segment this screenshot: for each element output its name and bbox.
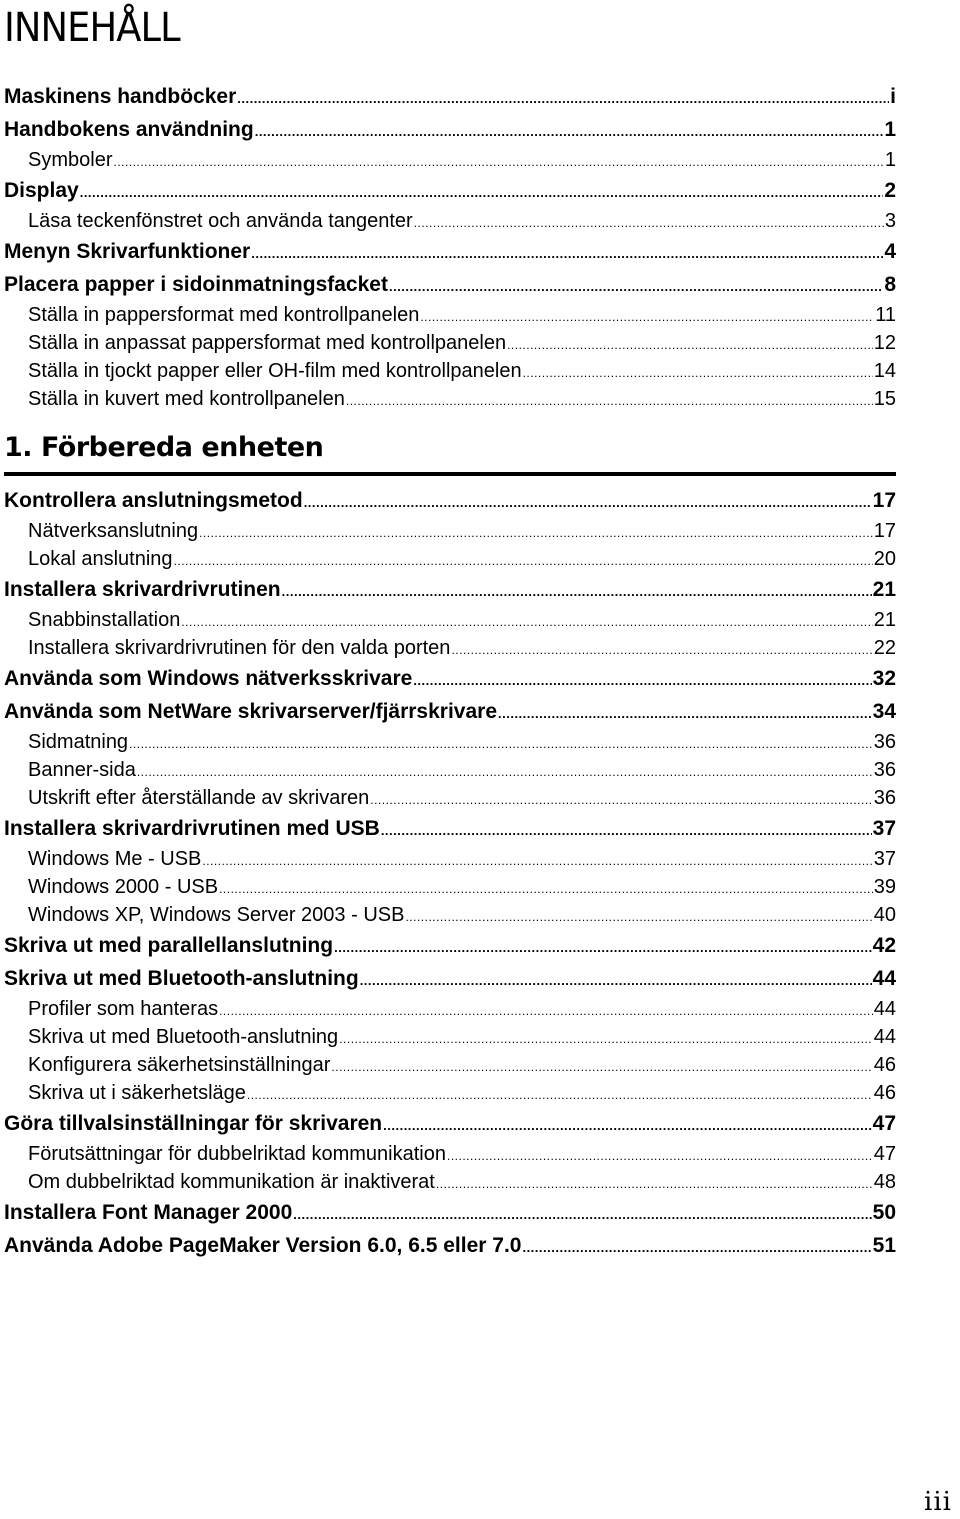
toc-entry-label: Skriva ut med Bluetooth-anslutning xyxy=(4,967,359,990)
dot-leader xyxy=(181,608,872,636)
toc-entry-section[interactable] xyxy=(4,962,896,995)
toc-entry-subsection[interactable] xyxy=(4,329,896,357)
toc-entry-subsection[interactable] xyxy=(4,1051,896,1079)
toc-entry-subsection[interactable] xyxy=(4,385,896,413)
toc-entry-label: Maskinens handböcker xyxy=(4,85,237,108)
dot-leader xyxy=(247,1081,873,1109)
toc-entry-subsection[interactable] xyxy=(4,995,896,1023)
dot-leader xyxy=(339,1025,873,1053)
toc-entry-page-number: 47 xyxy=(873,1143,896,1165)
dot-leader xyxy=(251,237,883,270)
dot-leader xyxy=(447,1142,873,1170)
toc-entry-section[interactable] xyxy=(4,573,896,606)
toc-entry-page-number: 37 xyxy=(873,848,896,870)
toc-entry-section[interactable] xyxy=(4,235,896,268)
toc-entry-subsection[interactable] xyxy=(4,784,896,812)
toc-entry-subsection[interactable] xyxy=(4,301,896,329)
toc-entry-page-number: 17 xyxy=(872,489,896,512)
toc-entry-page-number: 48 xyxy=(873,1171,896,1193)
dot-leader xyxy=(420,303,874,331)
toc-entry-page-number: 34 xyxy=(872,700,896,723)
toc-entry-page-number: 15 xyxy=(873,388,896,410)
toc-entry-page-number: 47 xyxy=(872,1112,896,1135)
toc-entry-label: Skriva ut med parallellanslutning xyxy=(4,934,334,957)
toc-entry-subsection[interactable] xyxy=(4,207,896,235)
toc-entry-subsection[interactable] xyxy=(4,901,896,929)
dot-leader xyxy=(405,903,872,931)
toc-entry-label: Placera papper i sidoinmatningsfacket xyxy=(4,273,388,296)
dot-leader xyxy=(346,387,873,415)
toc-entry-page-number: 12 xyxy=(873,332,896,354)
toc-entry-label: Profiler som hanteras xyxy=(28,998,219,1020)
toc-entry-page-number: 36 xyxy=(873,731,896,753)
toc-entry-subsection[interactable] xyxy=(4,545,896,573)
toc-entry-page-number: 22 xyxy=(873,637,896,659)
dot-leader xyxy=(129,730,873,758)
toc-entry-section[interactable] xyxy=(4,1107,896,1140)
toc-entry-subsection[interactable] xyxy=(4,1140,896,1168)
toc-entry-page-number: 37 xyxy=(872,817,896,840)
toc-entry-page-number: 1 xyxy=(884,118,896,141)
page-number: iii xyxy=(924,1487,952,1517)
dot-leader xyxy=(383,1109,872,1142)
toc-entry-label: Symboler xyxy=(28,149,113,171)
dot-leader xyxy=(219,997,873,1025)
toc-entry-label: Snabbinstallation xyxy=(28,609,181,631)
chapter-heading: 1. Förbereda enheten xyxy=(4,432,324,463)
dot-leader xyxy=(331,1053,872,1081)
toc-entry-subsection[interactable] xyxy=(4,634,896,662)
toc-entry-page-number: 44 xyxy=(872,967,896,990)
toc-entry-page-number: 44 xyxy=(873,998,896,1020)
toc-entry-page-number: 11 xyxy=(875,304,896,326)
dot-leader xyxy=(199,519,873,547)
dot-leader xyxy=(334,931,872,964)
toc-entry-label: Ställa in anpassat pappersformat med kontrollpanelen xyxy=(28,332,507,354)
dot-leader xyxy=(113,148,883,176)
dot-leader xyxy=(522,1231,871,1264)
toc-entry-label: Använda som Windows nätverksskrivare xyxy=(4,667,413,690)
toc-entry-subsection[interactable] xyxy=(4,146,896,174)
toc-entry-page-number: 40 xyxy=(873,904,896,926)
toc-entry-label: Banner-sida xyxy=(28,759,136,781)
dot-leader xyxy=(523,359,873,387)
toc-entry-label: Nätverksanslutning xyxy=(28,520,199,542)
toc-entry-page-number: 32 xyxy=(872,667,896,690)
toc-entry-section[interactable] xyxy=(4,268,896,301)
toc-entry-subsection[interactable] xyxy=(4,1168,896,1196)
toc-entry-page-number: 46 xyxy=(873,1082,896,1104)
toc-entry-page-number: 1 xyxy=(884,149,896,171)
toc-entry-subsection[interactable] xyxy=(4,606,896,634)
toc-entry-page-number: 50 xyxy=(872,1201,896,1224)
toc-entry-label: Använda som NetWare skrivarserver/fjärrskrivare xyxy=(4,700,497,723)
toc-entry-subsection[interactable] xyxy=(4,357,896,385)
toc-entry-page-number: 3 xyxy=(884,210,896,232)
toc-entry-label: Använda Adobe PageMaker Version 6.0, 6.5 eller 7.0 xyxy=(4,1234,522,1257)
dot-leader xyxy=(498,697,872,730)
toc-entry-label: Kontrollera anslutningsmetod xyxy=(4,489,303,512)
toc-entry-label: Förutsättningar för dubbelriktad kommunikation xyxy=(28,1143,446,1165)
toc-entry-section[interactable] xyxy=(4,1229,896,1262)
toc-entry-page-number: 8 xyxy=(884,273,896,296)
toc-entry-subsection[interactable] xyxy=(4,845,896,873)
toc-entry-page-number: 39 xyxy=(873,876,896,898)
toc-entry-label: Installera skrivardrivrutinen för den valda porten xyxy=(28,637,451,659)
toc-entry-page-number: 21 xyxy=(873,609,896,631)
chapter-toc-list xyxy=(4,484,896,1262)
toc-entry-page-number: 36 xyxy=(873,787,896,809)
toc-entry-page-number: 36 xyxy=(873,759,896,781)
toc-entry-label: Skriva ut med Bluetooth-anslutning xyxy=(28,1026,339,1048)
toc-entry-label: Installera skrivardrivrutinen med USB xyxy=(4,817,380,840)
toc-entry-label: Utskrift efter återställande av skrivaren xyxy=(28,787,370,809)
dot-leader xyxy=(237,82,889,115)
dot-leader xyxy=(413,664,871,697)
toc-entry-page-number: 2 xyxy=(884,179,896,202)
toc-entry-label: Skriva ut i säkerhetsläge xyxy=(28,1082,246,1104)
dot-leader xyxy=(389,270,883,303)
toc-entry-label: Läsa teckenfönstret och använda tangenter xyxy=(28,210,413,232)
toc-entry-subsection[interactable] xyxy=(4,756,896,784)
toc-entry-label: Konfigurera säkerhetsinställningar xyxy=(28,1054,331,1076)
toc-entry-label: Display xyxy=(4,179,79,202)
toc-entry-label: Sidmatning xyxy=(28,731,129,753)
toc-entry-subsection[interactable] xyxy=(4,873,896,901)
dot-leader xyxy=(293,1198,871,1231)
toc-entry-subsection[interactable] xyxy=(4,517,896,545)
toc-entry-section[interactable] xyxy=(4,484,896,517)
chapter-divider xyxy=(4,472,896,476)
toc-entry-section[interactable] xyxy=(4,1196,896,1229)
dot-leader xyxy=(304,486,872,519)
toc-entry-label: Installera skrivardrivrutinen xyxy=(4,578,281,601)
dot-leader xyxy=(414,209,884,237)
toc-entry-page-number: 17 xyxy=(873,520,896,542)
toc-entry-page-number: 14 xyxy=(873,360,896,382)
dot-leader xyxy=(174,547,873,575)
toc-entry-label: Menyn Skrivarfunktioner xyxy=(4,240,251,263)
dot-leader xyxy=(255,115,884,148)
toc-entry-page-number: 51 xyxy=(872,1234,896,1257)
dot-leader xyxy=(137,758,873,786)
dot-leader xyxy=(436,1170,873,1198)
toc-entry-subsection[interactable] xyxy=(4,728,896,756)
toc-entry-label: Windows 2000 - USB xyxy=(28,876,219,898)
page-title: INNEHÅLL xyxy=(4,5,180,51)
toc-entry-page-number: 46 xyxy=(873,1054,896,1076)
toc-entry-page-number: 44 xyxy=(873,1026,896,1048)
toc-entry-subsection[interactable] xyxy=(4,1023,896,1051)
dot-leader xyxy=(381,814,872,847)
toc-entry-label: Windows XP, Windows Server 2003 - USB xyxy=(28,904,405,926)
toc-entry-section[interactable] xyxy=(4,662,896,695)
toc-entry-label: Windows Me - USB xyxy=(28,848,202,870)
dot-leader xyxy=(451,636,872,664)
toc-entry-section[interactable] xyxy=(4,812,896,845)
dot-leader xyxy=(360,964,872,997)
toc-entry-label: Ställa in pappersformat med kontrollpanelen xyxy=(28,304,420,326)
dot-leader xyxy=(507,331,873,359)
dot-leader xyxy=(202,847,872,875)
toc-entry-page-number: i xyxy=(890,85,896,108)
dot-leader xyxy=(219,875,873,903)
toc-entry-label: Lokal anslutning xyxy=(28,548,173,570)
toc-entry-section[interactable] xyxy=(4,695,896,728)
toc-entry-section[interactable] xyxy=(4,174,896,207)
toc-entry-label: Ställa in kuvert med kontrollpanelen xyxy=(28,388,345,410)
toc-entry-label: Om dubbelriktad kommunikation är inaktiverat xyxy=(28,1171,435,1193)
dot-leader xyxy=(80,176,884,209)
toc-entry-page-number: 21 xyxy=(872,578,896,601)
toc-entry-page-number: 20 xyxy=(873,548,896,570)
toc-entry-page-number: 4 xyxy=(884,240,896,263)
toc-entry-label: Installera Font Manager 2000 xyxy=(4,1201,293,1224)
intro-toc-list xyxy=(4,80,896,413)
toc-entry-label: Göra tillvalsinställningar för skrivaren xyxy=(4,1112,383,1135)
toc-entry-label: Handbokens användning xyxy=(4,118,254,141)
toc-entry-section[interactable] xyxy=(4,929,896,962)
toc-entry-subsection[interactable] xyxy=(4,1079,896,1107)
toc-entry-section[interactable] xyxy=(4,113,896,146)
toc-entry-label: Ställa in tjockt papper eller OH-film med kontrollpanelen xyxy=(28,360,522,382)
dot-leader xyxy=(282,575,872,608)
toc-entry-page-number: 42 xyxy=(872,934,896,957)
toc-entry-section[interactable] xyxy=(4,80,896,113)
dot-leader xyxy=(370,786,873,814)
